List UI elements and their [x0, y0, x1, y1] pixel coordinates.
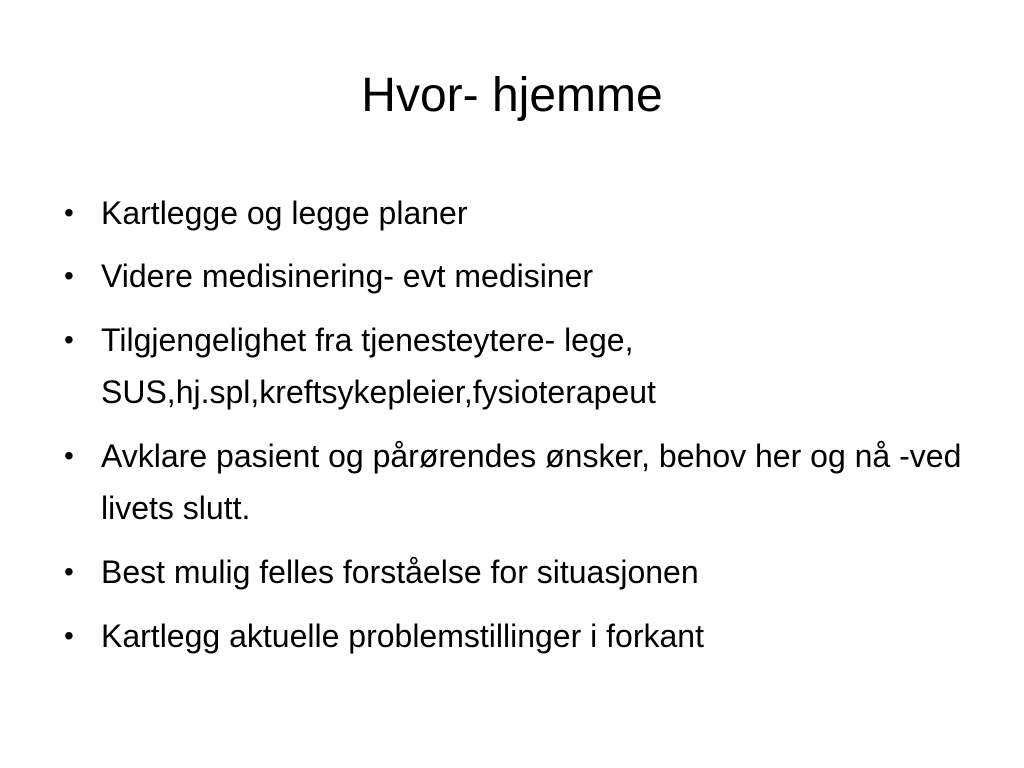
bullet-icon: • — [64, 440, 74, 471]
bullet-item — [56, 250, 976, 302]
bullet-item — [56, 187, 976, 239]
bullet-text: Kartlegg aktuelle problemstillinger i forkant — [101, 618, 704, 654]
bullet-icon: • — [64, 260, 74, 291]
bullet-icon: • — [64, 197, 74, 228]
bullet-item — [56, 314, 976, 418]
bullet-icon: • — [64, 620, 74, 651]
bullet-text: Kartlegge og legge planer — [101, 195, 468, 231]
bullet-item — [56, 430, 976, 534]
bullet-list — [56, 187, 976, 674]
slide-title: Hvor- hjemme — [361, 69, 663, 122]
bullet-text: Best mulig felles forståelse for situasjonen — [101, 554, 699, 590]
bullet-item — [56, 546, 976, 598]
bullet-text: Avklare pasient og pårørendes ønsker, behov her og nå -ved livets slutt. — [101, 438, 962, 526]
bullet-text: Tilgjengelighet fra tjenesteytere- lege, SUS,hj.spl,kreftsykepleier,fysioterapeut — [101, 322, 656, 410]
bullet-icon: • — [64, 324, 74, 355]
bullet-icon: • — [64, 556, 74, 587]
bullet-text: Videre medisinering- evt medisiner — [101, 258, 594, 294]
bullet-item — [56, 610, 976, 662]
